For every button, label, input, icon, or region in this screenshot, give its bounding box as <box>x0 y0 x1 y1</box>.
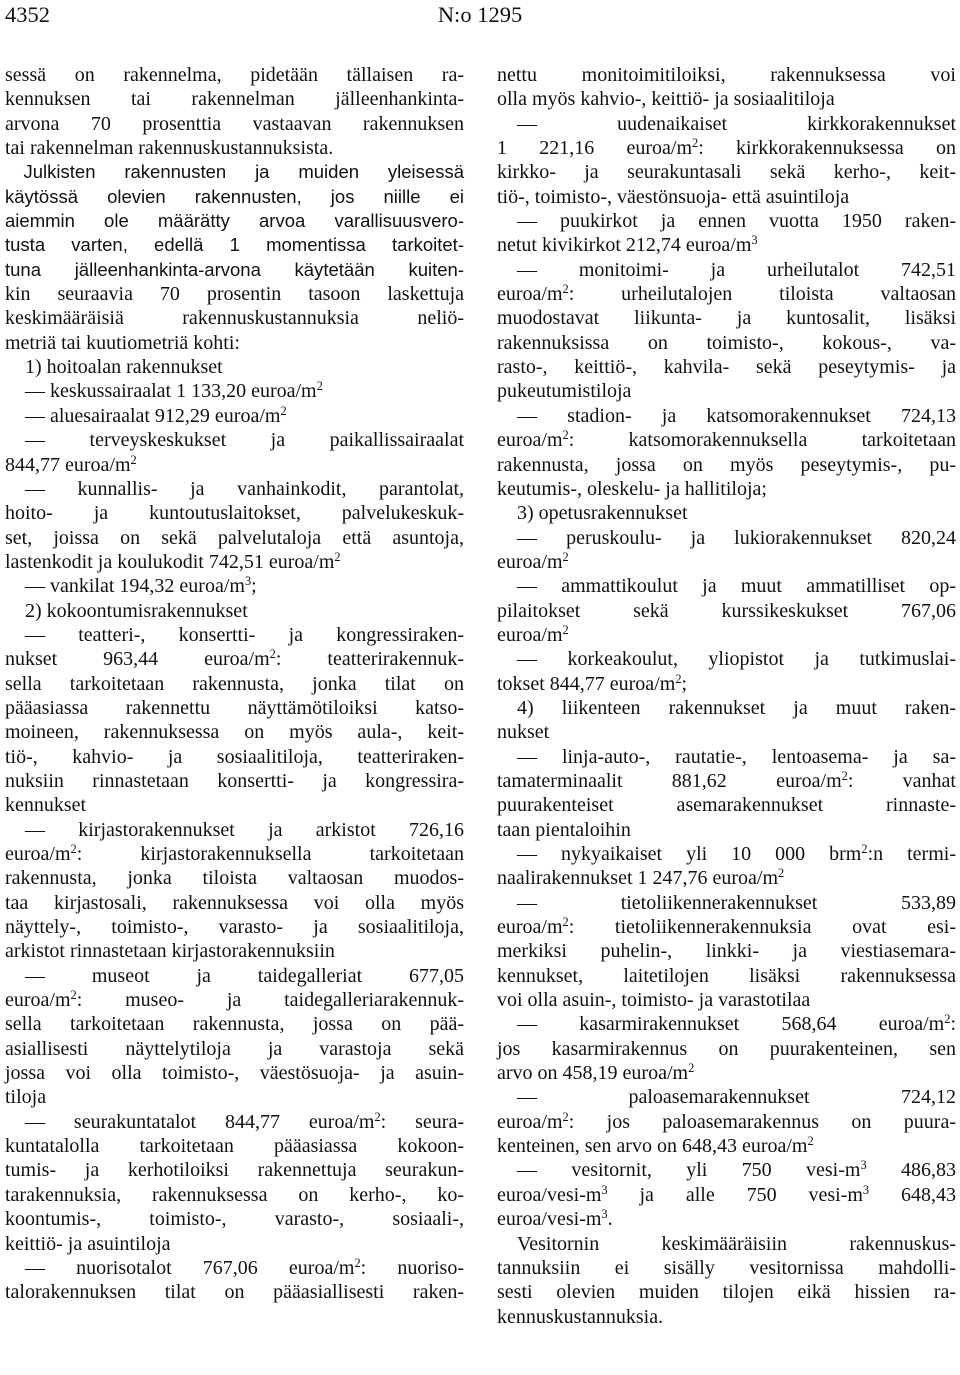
right-text-column <box>497 63 956 1329</box>
text-line: 2) kokoontumisrakennukset <box>5 599 248 622</box>
text-line: euroa/$m^2$: kirjastorakennuksella tarkoitetaan <box>5 842 464 865</box>
text-line: 3) opetusrakennukset <box>497 502 688 525</box>
text-line: — uudenaikaiset kirkkorakennukset <box>497 112 956 135</box>
text-line: nettu monitoimitiloiksi, rakennuksessa voi <box>497 64 956 86</box>
text-line: koontumis-, toimisto-, varasto-, sosiaali-, <box>5 1208 464 1231</box>
text-line: tannuksiin ei sisälly vesitornissa mahdolli- <box>497 1256 956 1279</box>
text-line: euroa/$m^2$: museo- ja taidegalleriarakennuk- <box>5 988 464 1012</box>
text-line: arkistot rinnastetaan kirjastorakennuksiin <box>5 940 335 963</box>
text-line: kuntatalolla tarkoitetaan pääasiassa kokoon- <box>5 1135 464 1158</box>
text-line: euroa/$vesi-m^3$ ja alle 750 vesi-$m^3$ 648,43 <box>497 1183 956 1206</box>
text-line: 1) hoitoalan rakennukset <box>5 356 223 379</box>
text-line: moineen, rakennuksessa on myös aula-, keit- <box>5 721 464 744</box>
text-line: nuksiin rinnastetaan konsertti- ja kongressira- <box>5 769 464 792</box>
text-line: jos kasarmirakennus on puurakenteinen, sen <box>497 1037 956 1060</box>
text-line: tiö-, toimisto-, väestönsuoja- että asuintiloja <box>497 185 850 208</box>
text-line: — puukirkot ja ennen vuotta 1950 raken- <box>497 210 956 233</box>
text-line: — nykyaikaiset yli 10 000 brm$^2$:n termi- <box>497 842 956 865</box>
text-line: rakennusta, jonka tiloista valtaosan muodos- <box>5 867 464 890</box>
text-line: — linja-auto-, rautatie-, lentoasema- ja sa- <box>497 745 956 768</box>
text-line: pukeutumistiloja <box>497 380 632 403</box>
text-line: — kunnallis- ja vanhainkodit, parantolat, <box>5 477 464 500</box>
text-line: 4) liikenteen rakennukset ja muut raken- <box>497 696 956 719</box>
text-line: asiallisesti näyttelytiloja ja varastoja sekä <box>5 1037 464 1060</box>
text-line: — keskussairaalat 1 133,20 euroa/$m^2$ <box>5 379 323 403</box>
text-line: kennuskustannuksia. <box>497 1305 664 1328</box>
text-line: — kirjastorakennukset ja arkistot 726,16 <box>5 818 464 841</box>
text-line: — vesitornit, yli 750 vesi-$m^3$ 486,83 <box>497 1158 957 1182</box>
text-line: euroa/$m^2$: katsomorakennuksella tarkoitetaan <box>497 428 956 452</box>
text-line: tarakennuksia, rakennuksessa on kerho-, ko- <box>5 1183 464 1206</box>
text-line: voi olla asuin-, toimisto- ja varastotilaa <box>497 989 811 1012</box>
text-line: tuna jälleenhankinta-arvona käytetään kuiten- <box>5 258 464 280</box>
text-line: kennuksen tai rakennelman jälleenhankinta- <box>5 88 464 111</box>
text-line: tai rakennelman rakennuskustannuksista. <box>5 137 334 160</box>
text-line: euroa/$m^2$: jos paloasemarakennus on puura- <box>497 1109 956 1133</box>
text-line: naalirakennukset 1 247,76 euroa/$m^2$ <box>497 866 785 890</box>
text-line: keittiö- ja asuintiloja <box>5 1232 171 1255</box>
text-line: tiloja <box>5 1086 47 1109</box>
text-line: — monitoimi- ja urheilutalot 742,51 <box>497 258 956 281</box>
text-line: nukset 963,44 euroa/$m^2$: teatterirakennuk- <box>5 647 464 671</box>
text-line: muodostavat liikunta- ja kuntosalit, lisäksi <box>497 307 956 330</box>
text-line: euroa/$m^2$: urheilutalojen tiloista valtaosan <box>497 282 956 306</box>
text-line: pilaitokset sekä kurssikeskukset 767,06 <box>497 599 956 622</box>
text-line: — terveyskeskukset ja paikallissairaalat <box>5 429 464 452</box>
text-line: — tietoliikennerakennukset 533,89 <box>497 891 956 914</box>
text-line: euroa/$m^2$ <box>497 550 569 573</box>
text-line: — seurakuntatalot 844,77 euroa/$m^2$: seura- <box>5 1109 464 1133</box>
text-line: set, joissa on sekä palvelutaloja että asuntoja, <box>5 526 464 549</box>
text-line: netut kivikirkot 212,74 euroa/$m^3$ <box>497 233 758 257</box>
text-line: — korkeakoulut, yliopistot ja tutkimuslai- <box>497 648 956 671</box>
text-line: — vankilat 194,32 euroa/$m^3$; <box>5 574 257 598</box>
text-line: käytössä olevien rakennusten, jos niille ei <box>5 185 464 207</box>
text-line: aiemmin ole määrätty arvoa varallisuusvero- <box>5 210 464 232</box>
text-line: kennukset <box>5 794 87 817</box>
text-line: sesti olevien muiden tilojen eikä hissien ra- <box>497 1281 956 1304</box>
text-line: kennukset, laitetilojen lisäksi rakennuksessa <box>497 964 956 987</box>
text-line: rakennusta, jossa on myös peseytymis-, pu- <box>497 453 956 476</box>
left-text-column <box>5 63 464 1305</box>
text-line: kin seuraavia 70 prosentin tasoon laskettuja <box>5 283 464 306</box>
text-line: tamaterminaalit 881,62 euroa/$m^2$: vanhat <box>497 769 956 792</box>
text-line: näyttely-, toimisto-, varasto- ja sosiaalitiloja, <box>5 916 464 939</box>
text-line: tumis- ja kerhotiloiksi rakennettuja seurakun- <box>5 1159 464 1182</box>
text-line: sella tarkoitetaan rakennusta, jonka tilat on <box>5 672 464 695</box>
text-line: — stadion- ja katsomorakennukset 724,13 <box>497 404 956 427</box>
text-line: euroa/$m^2$ <box>497 623 569 646</box>
text-line: — peruskoulu- ja lukiorakennukset 820,24 <box>497 526 956 549</box>
text-line: merkiksi puhelin-, linkki- ja viestiasemara- <box>497 940 956 963</box>
text-line: euroa/$vesi-m^3$. <box>497 1207 613 1231</box>
text-line: — museot ja taidegalleriat 677,05 <box>5 964 464 987</box>
text-line: hoito- ja kuntoutuslaitokset, palvelukeskuk- <box>5 502 464 525</box>
text-line: kirkko- ja seurakuntasali sekä kerho-, keit- <box>497 161 956 184</box>
text-line: — paloasemarakennukset 724,12 <box>497 1086 956 1109</box>
text-line: Julkisten rakennusten ja muiden yleisessä <box>5 161 464 183</box>
text-line: arvona 70 prosenttia vastaavan rakennuksen <box>5 112 464 135</box>
text-line: olla myös kahvio-, keittiö- ja sosiaalitiloja <box>497 88 835 111</box>
text-line: rakennuksissa on toimisto-, kokous-, va- <box>497 331 956 354</box>
text-line: 1 221,16 euroa/$m^2$: kirkkorakennuksessa on <box>497 136 956 160</box>
text-line: nukset <box>497 721 550 744</box>
text-line: pääasiassa rakennettu näyttämötiloiksi katso- <box>5 696 464 719</box>
text-line: rasto-, keittiö-, kahvila- sekä peseytymis- ja <box>497 356 956 379</box>
text-line: 844,77 euroa/$m^2$ <box>5 452 137 476</box>
text-line: jossa voi olla toimisto-, väestösuoja- ja asuin- <box>5 1062 464 1085</box>
text-line: taa kirjastosali, rakennuksessa voi olla myös <box>5 891 464 914</box>
text-line: — ammattikoulut ja muut ammatilliset op- <box>497 575 956 598</box>
issue-number: N:o 1295 <box>437 2 523 27</box>
text-line: keutumis-, oleskelu- ja hallitiloja; <box>497 477 767 500</box>
text-line: talorakennuksen tilat on pääasiallisesti raken- <box>5 1281 464 1304</box>
text-line: kenteinen, sen arvo on 648,43 euroa/$m^2$ <box>497 1134 814 1158</box>
text-line: euroa/$m^2$: tietoliikennerakennuksia ovat esi- <box>497 915 956 939</box>
text-line: tiö-, kahvio- ja sosiaalitiloja, teatteriraken- <box>5 745 464 768</box>
text-line: Vesitornin keskimääräisiin rakennuskus- <box>497 1232 956 1255</box>
page-number: 4352 <box>5 2 50 27</box>
text-line: taan pientaloihin <box>497 818 631 841</box>
text-line: — teatteri-, konsertti- ja kongressiraken- <box>5 623 464 646</box>
text-line: sessä on rakennelma, pidetään tällaisen ra- <box>5 64 464 86</box>
text-line: arvo on 458,19 euroa/$m^2$ <box>497 1061 695 1085</box>
text-line: sella tarkoitetaan rakennusta, jossa on pää- <box>5 1013 464 1036</box>
text-line: puurakenteiset asemarakennukset rinnaste- <box>497 794 956 817</box>
text-line: metriä tai kuutiometriä kohti: <box>5 331 240 354</box>
text-line: — nuorisotalot 767,06 euroa/$m^2$: nuoriso- <box>5 1256 464 1279</box>
text-line: keskimääräisiä rakennuskustannuksia neliö- <box>5 307 464 330</box>
text-line: tusta varten, edellä 1 momentissa tarkoitet- <box>5 234 464 256</box>
text-line: — kasarmirakennukset 568,64 euroa/$m^2$: <box>497 1012 956 1036</box>
text-line: — aluesairaalat 912,29 euroa/$m^2$ <box>5 404 287 427</box>
text-line: tokset 844,77 euroa/$m^2$; <box>497 671 688 695</box>
text-line: lastenkodit ja koulukodit 742,51 euroa/$m^2$ <box>5 550 341 573</box>
